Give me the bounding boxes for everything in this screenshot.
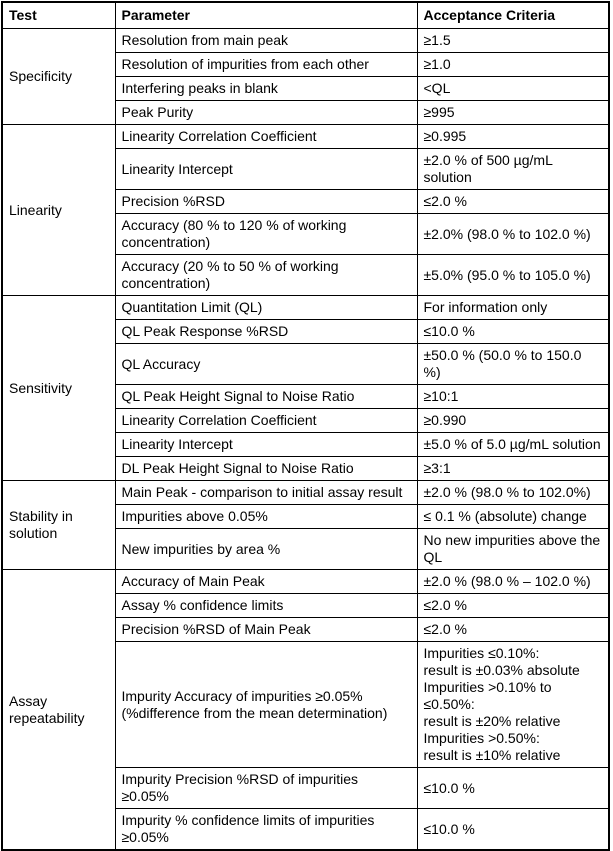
parameter-cell: QL Peak Height Signal to Noise Ratio (115, 385, 417, 409)
parameter-cell: Quantitation Limit (QL) (115, 296, 417, 320)
test-group-cell: Stability in solution (2, 481, 115, 570)
parameter-cell: Impurities above 0.05% (115, 505, 417, 529)
parameter-cell: Accuracy (80 % to 120 % of working concentration) (115, 214, 417, 255)
criteria-cell: ≤2.0 % (417, 618, 609, 642)
criteria-cell: ≥1.0 (417, 53, 609, 77)
criteria-cell: <QL (417, 77, 609, 101)
criteria-cell: No new impurities above the QL (417, 529, 609, 570)
criteria-cell: ±2.0 % of 500 µg/mL solution (417, 149, 609, 190)
parameter-cell: DL Peak Height Signal to Noise Ratio (115, 457, 417, 481)
parameter-cell: Precision %RSD (115, 190, 417, 214)
criteria-cell: ±5.0 % of 5.0 µg/mL solution (417, 433, 609, 457)
criteria-cell: For information only (417, 296, 609, 320)
table-row (2, 481, 609, 505)
criteria-cell: ≤ 0.1 % (absolute) change (417, 505, 609, 529)
test-group-cell: Specificity (2, 29, 115, 125)
parameter-cell: Linearity Correlation Coefficient (115, 125, 417, 149)
criteria-cell: ≥0.990 (417, 409, 609, 433)
criteria-cell: ≥995 (417, 101, 609, 125)
parameter-cell: Accuracy (20 % to 50 % of working concentration) (115, 255, 417, 296)
parameter-cell: Linearity Correlation Coefficient (115, 409, 417, 433)
parameter-cell: Linearity Intercept (115, 433, 417, 457)
parameter-cell: Linearity Intercept (115, 149, 417, 190)
parameter-cell: Assay % confidence limits (115, 594, 417, 618)
parameter-cell: Interfering peaks in blank (115, 77, 417, 101)
parameter-cell: Resolution from main peak (115, 29, 417, 53)
table-body (2, 29, 609, 851)
criteria-cell: ±2.0 % (98.0 % to 102.0%) (417, 481, 609, 505)
parameter-cell: Impurity Accuracy of impurities ≥0.05% (%difference from the mean determination) (115, 642, 417, 768)
parameter-cell: Accuracy of Main Peak (115, 570, 417, 594)
test-group-cell: Linearity (2, 125, 115, 296)
criteria-cell: ≥3:1 (417, 457, 609, 481)
criteria-cell: ≤10.0 % (417, 768, 609, 809)
criteria-cell: ≤2.0 % (417, 190, 609, 214)
parameter-cell: QL Accuracy (115, 344, 417, 385)
criteria-cell: ≥10:1 (417, 385, 609, 409)
criteria-cell: ≥1.5 (417, 29, 609, 53)
parameter-cell: New impurities by area % (115, 529, 417, 570)
parameter-cell: Precision %RSD of Main Peak (115, 618, 417, 642)
table-row (2, 570, 609, 594)
parameter-cell: Impurity Precision %RSD of impurities ≥0.05% (115, 768, 417, 809)
criteria-cell: ≥0.995 (417, 125, 609, 149)
column-header-test: Test (2, 2, 115, 29)
criteria-cell: ±5.0% (95.0 % to 105.0 %) (417, 255, 609, 296)
parameter-cell: QL Peak Response %RSD (115, 320, 417, 344)
criteria-cell: ±2.0 % (98.0 % – 102.0 %) (417, 570, 609, 594)
criteria-cell: ≤10.0 % (417, 320, 609, 344)
table-row (2, 29, 609, 53)
table-row (2, 125, 609, 149)
column-header-acceptance-criteria: Acceptance Criteria (417, 2, 609, 29)
parameter-cell: Main Peak - comparison to initial assay result (115, 481, 417, 505)
parameter-cell: Peak Purity (115, 101, 417, 125)
test-group-cell: Assay repeatability (2, 570, 115, 851)
parameter-cell: Resolution of impurities from each other (115, 53, 417, 77)
acceptance-criteria-table (1, 1, 610, 851)
criteria-cell: ±50.0 % (50.0 % to 150.0 %) (417, 344, 609, 385)
parameter-cell: Impurity % confidence limits of impurities ≥0.05% (115, 809, 417, 851)
criteria-cell: Impurities ≤0.10%: result is ±0.03% absolute Impurities >0.10% to ≤0.50%: result is ±20% relative Impurities >0.50%: result is ±10% relative (417, 642, 609, 768)
column-header-parameter: Parameter (115, 2, 417, 29)
criteria-cell: ≤10.0 % (417, 809, 609, 851)
criteria-cell: ±2.0% (98.0 % to 102.0 %) (417, 214, 609, 255)
table-row (2, 296, 609, 320)
criteria-cell: ≤2.0 % (417, 594, 609, 618)
header-row (2, 2, 609, 29)
test-group-cell: Sensitivity (2, 296, 115, 481)
